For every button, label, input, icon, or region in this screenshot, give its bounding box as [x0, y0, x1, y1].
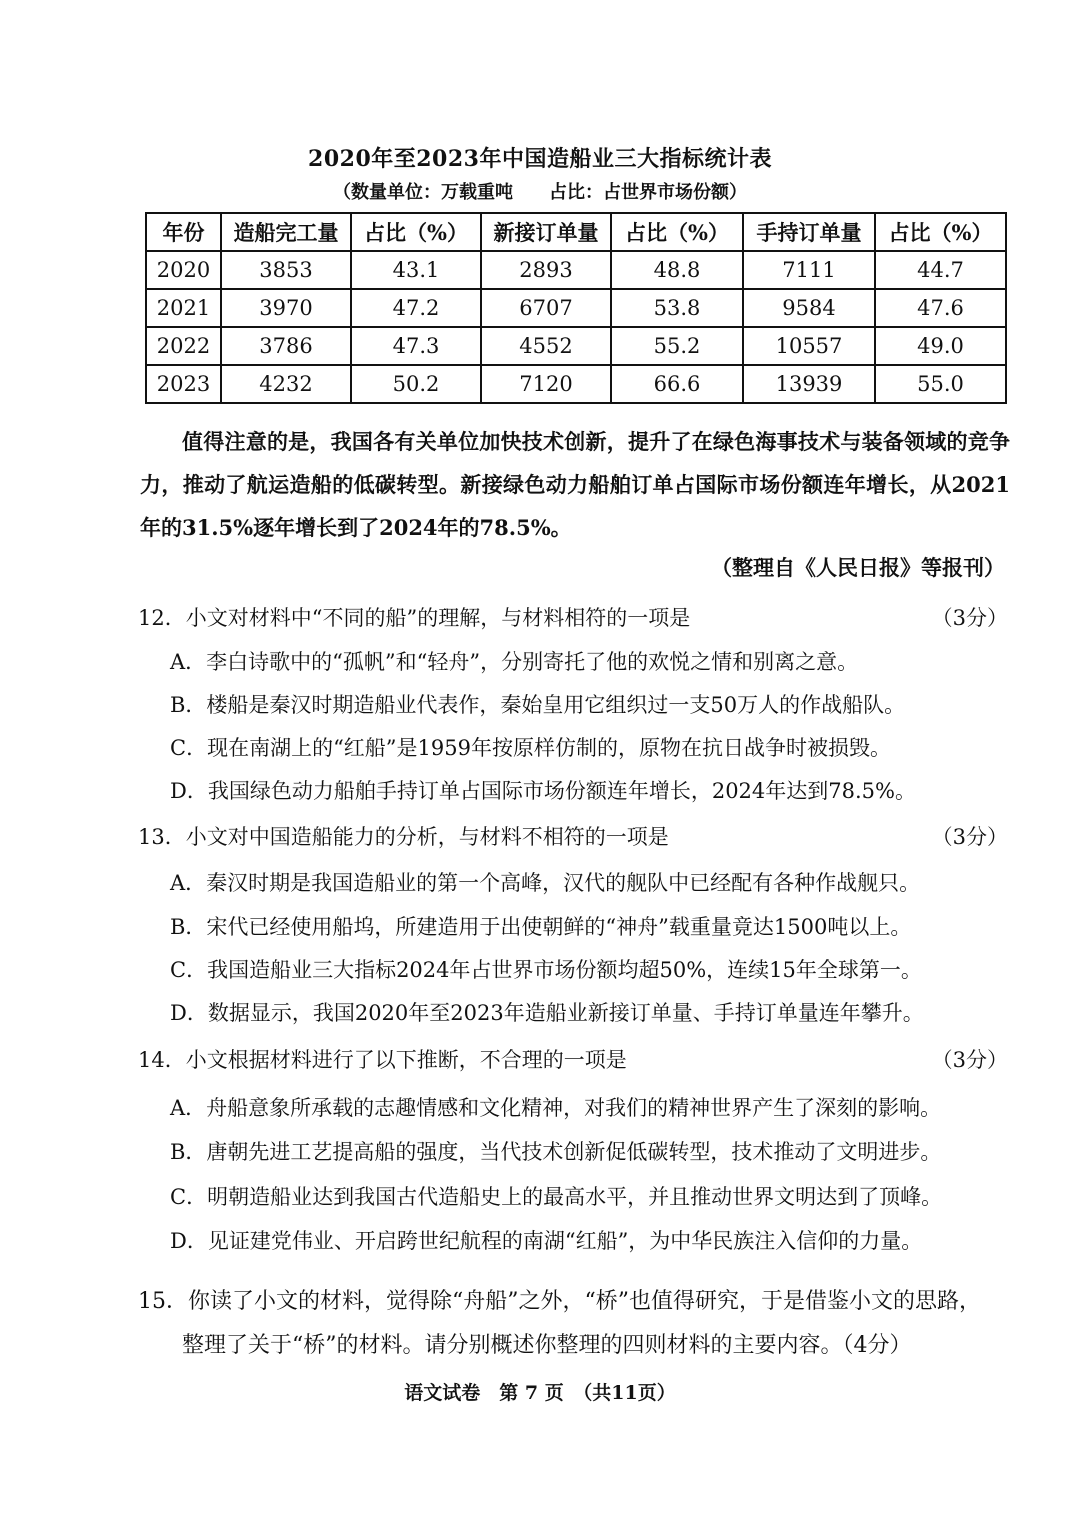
table-cell: 3786: [221, 327, 351, 365]
question-stem: 14．小文根据材料进行了以下推断，不合理的一项是: [138, 1048, 627, 1072]
table-cell: 4552: [481, 327, 611, 365]
header-year: 年份: [146, 213, 221, 251]
source-note: （整理自《人民日报》等报刊）: [711, 555, 1005, 580]
option-c: C．我国造船业三大指标2024年占世界市场份额均超50%，连续15年全球第一。: [170, 958, 922, 982]
option-c: C．现在南湖上的“红船”是1959年按原样仿制的，原物在抗日战争时被损毁。: [170, 736, 891, 760]
option-d: D．见证建党伟业、开启跨世纪航程的南湖“红船”，为中华民族注入信仰的力量。: [170, 1229, 923, 1253]
option-b: B．宋代已经使用船坞，所建造用于出使朝鲜的“神舟”载重量竟达1500吨以上。: [170, 915, 912, 939]
table-cell: 10557: [743, 327, 875, 365]
question-score: （3分）: [931, 825, 1008, 849]
table-cell: 55.0: [875, 365, 1006, 403]
table-cell: 4232: [221, 365, 351, 403]
question-15: [138, 1280, 1018, 1368]
table-row: [146, 251, 1006, 289]
table-cell: 9584: [743, 289, 875, 327]
table-cell: 66.6: [611, 365, 743, 403]
table-header-row: [146, 213, 1006, 251]
table-cell: 50.2: [351, 365, 481, 403]
header-held-orders: 手持订单量: [743, 213, 875, 251]
option-a: A．舟船意象所承载的志趣情感和文化精神，对我们的精神世界产生了深刻的影响。: [170, 1096, 942, 1120]
statistics-table: [145, 212, 1007, 404]
table-cell: 3970: [221, 289, 351, 327]
table-cell: 47.3: [351, 327, 481, 365]
question-15-line-2: 整理了关于“桥”的材料。请分别概述你整理的四则材料的主要内容。（4分）: [182, 1333, 912, 1358]
option-b: B．唐朝先进工艺提高船的强度，当代技术创新促低碳转型，技术推动了文明进步。: [170, 1140, 942, 1164]
option-d: D．数据显示，我国2020年至2023年造船业新接订单量、手持订单量连年攀升。: [170, 1001, 924, 1025]
table-cell: 6707: [481, 289, 611, 327]
table-cell: 53.8: [611, 289, 743, 327]
table-cell: 55.2: [611, 327, 743, 365]
table-cell: 2023: [146, 365, 221, 403]
question-15-line-1: 15．你读了小文的材料，觉得除“舟船”之外，“桥”也值得研究，于是借鉴小文的思路，: [138, 1289, 981, 1314]
table-row: [146, 289, 1006, 327]
question-stem: 12．小文对材料中“不同的船”的理解，与材料相符的一项是: [138, 606, 691, 630]
header-completed: 造船完工量: [221, 213, 351, 251]
table-cell: 43.1: [351, 251, 481, 289]
option-a: A．李白诗歌中的“孤帆”和“轻舟”，分别寄托了他的欢悦之情和别离之意。: [170, 650, 859, 674]
option-c: C．明朝造船业达到我国古代造船史上的最高水平，并且推动世界文明达到了顶峰。: [170, 1185, 943, 1209]
option-d: D．我国绿色动力船舶手持订单占国际市场份额连年增长，2024年达到78.5%。: [170, 779, 916, 803]
question-13: [138, 822, 1008, 852]
header-share: 占比（%）: [875, 213, 1006, 251]
table-cell: 7111: [743, 251, 875, 289]
table-cell: 47.2: [351, 289, 481, 327]
table-cell: 2020: [146, 251, 221, 289]
table-cell: 48.8: [611, 251, 743, 289]
table-cell: 47.6: [875, 289, 1006, 327]
table-cell: 3853: [221, 251, 351, 289]
question-score: （3分）: [931, 1048, 1008, 1072]
question-score: （3分）: [931, 606, 1008, 630]
page-footer: 语文试卷 第 7 页 （共11页）: [404, 1382, 676, 1404]
table-cell: 49.0: [875, 327, 1006, 365]
material-paragraph: 值得注意的是，我国各有关单位加快技术创新，提升了在绿色海事技术与装备领域的竞争力，推动了航运造船的低碳转型。新接绿色动力船舶订单占国际市场份额连年增长，从2021年的31.5%逐年增长到了2024年的78.5%。: [140, 429, 1010, 540]
table-cell: 7120: [481, 365, 611, 403]
header-share: 占比（%）: [611, 213, 743, 251]
table-cell: 13939: [743, 365, 875, 403]
table-cell: 2893: [481, 251, 611, 289]
table-subtitle: （数量单位：万载重吨 占比：占世界市场份额）: [333, 182, 747, 203]
table-cell: 2022: [146, 327, 221, 365]
question-12: [138, 603, 1008, 633]
header-share: 占比（%）: [351, 213, 481, 251]
table-row: [146, 327, 1006, 365]
table-row: [146, 365, 1006, 403]
option-b: B．楼船是秦汉时期造船业代表作，秦始皇用它组织过一支50万人的作战船队。: [170, 693, 906, 717]
option-a: A．秦汉时期是我国造船业的第一个高峰，汉代的舰队中已经配有各种作战舰只。: [170, 871, 921, 895]
table-cell: 2021: [146, 289, 221, 327]
header-new-orders: 新接订单量: [481, 213, 611, 251]
table-title: 2020年至2023年中国造船业三大指标统计表: [308, 146, 772, 172]
question-14: [138, 1045, 1008, 1075]
table-cell: 44.7: [875, 251, 1006, 289]
question-stem: 13．小文对中国造船能力的分析，与材料不相符的一项是: [138, 825, 669, 849]
